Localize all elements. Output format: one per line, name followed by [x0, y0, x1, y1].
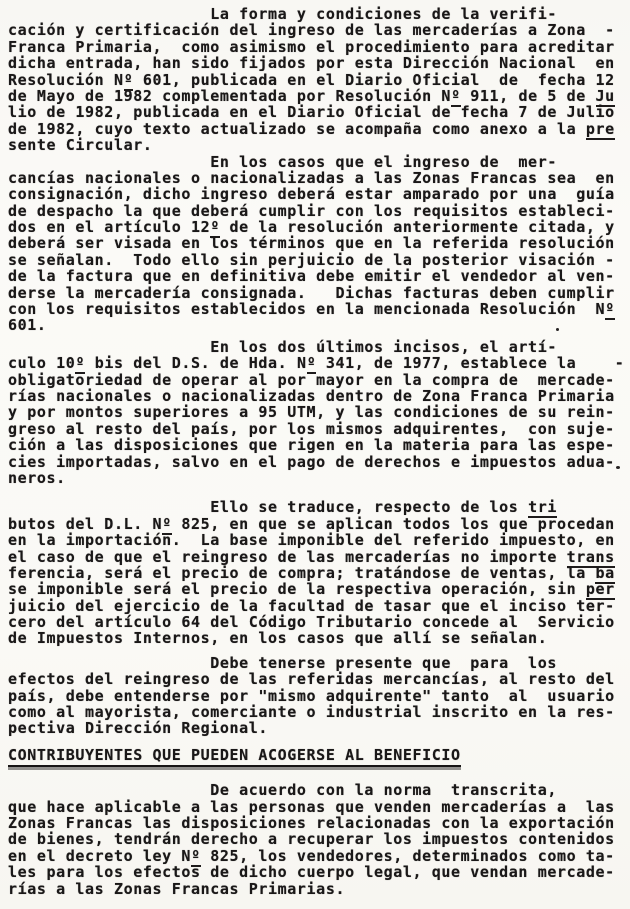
document-line: neros. — [8, 468, 66, 487]
document-line: consignación, dicho ingreso deberá estar amparado por una guía — [8, 185, 615, 204]
underlined-text: º — [123, 70, 134, 89]
underlined-text: º — [210, 218, 220, 237]
document-line: cancías nacionales o nacionalizadas a las Zonas Francas sea en — [8, 168, 615, 187]
paragraph-3 — [8, 339, 630, 487]
underlined-text: ba — [595, 563, 615, 582]
underlined-text: º — [190, 846, 201, 865]
document-line: greso al resto del país, por los mismos adquirentes, con suje- — [8, 419, 615, 438]
document-line: 601. — [8, 316, 47, 335]
document-line: que hace aplicable a las personas que venden mercaderías a las — [8, 797, 615, 816]
paragraph-6 — [8, 782, 630, 897]
document-line: de Mayo de 1982 complementada por Resolución Nº 911, de 5 de Ju — [8, 86, 615, 105]
paragraph-5 — [8, 655, 630, 737]
document-line: Debe tenerse presente que para los — [8, 653, 557, 672]
document-line: Zonas Francas las disposiciones relacionadas con la exportación — [8, 813, 615, 832]
document-line: lio de 1982, publicada en el Diario Oficial de fecha 7 de Julio — [8, 103, 615, 122]
document-line: y por montos superiores a 95 UTM, y las condiciones de su rein- — [8, 403, 615, 422]
underlined-text: pre — [585, 119, 615, 138]
document-line: de 1982, cuyo texto actualizado se acompaña como anexo a la pre — [8, 119, 615, 138]
document-line: les para los efectos de dicho cuerpo legal, que vendan mercade- — [8, 863, 615, 882]
document-line: dos en el artículo 12º de la resolución anteriormente citada, y — [8, 218, 615, 237]
document-line: de Impuestos Internos, en los casos que allí se señalan. — [8, 629, 548, 648]
paragraph-1 — [8, 6, 630, 154]
heading-line — [8, 747, 630, 763]
underlined-text: º — [162, 514, 172, 533]
document-line: cies importadas, salvo en el pago de derechos e impuestos adua- — [8, 452, 615, 471]
underlined-text: Ju — [595, 86, 615, 105]
document-line: La forma y condiciones de la verifi- — [8, 5, 557, 23]
document-line: cero del artículo 64 del Código Tributario concede al Servicio — [8, 613, 615, 632]
document-line: Resolución Nº 601, publicada en el Diario Oficial de fecha 12 — [8, 70, 615, 89]
document-line: en la importación. La base imponible del referido impuesto, en — [8, 531, 615, 550]
document-line: de bienes, tendrán derecho a recuperar los impuestos contenidos — [8, 830, 615, 849]
underlined-text: º — [451, 86, 461, 105]
document-line: obligatoriedad de operar al por mayor en la compra de mercade- — [8, 370, 615, 389]
document-line: culo 10º bis del D.S. de Hda. Nº 341, de 1977, establece la - — [8, 354, 625, 373]
underlined-text: º — [306, 354, 317, 373]
document-line: deberá ser visada en los términos que en la referida resolución — [8, 234, 615, 253]
underlined-text: per — [585, 580, 615, 599]
document-line: país, debe entenderse por "mismo adquirente" tanto al usuario — [8, 686, 615, 705]
underlined-text: tri — [528, 498, 557, 517]
underlined-text: trans — [566, 547, 615, 566]
document-line: juicio del ejercicio de la facultad de tasar que el inciso ter- — [8, 596, 615, 615]
document-line: el caso de que el reingreso de las mercaderías no importe trans — [8, 547, 615, 566]
document-line: Franca Primaria, como asimismo el procedimiento para acreditar — [8, 37, 615, 56]
document-line: sente Circular. — [8, 136, 153, 155]
document-line: cación y certificación del ingreso de las mercaderías a Zona - — [8, 21, 615, 40]
document-line: De acuerdo con la norma transcrita, — [8, 781, 557, 800]
underlined-text: CONTRIBUYENTES QUE PUEDEN ACOGERSE AL BENEFICIO — [8, 746, 461, 767]
document-line: de despacho la que deberá cumplir con los requisitos estableci- — [8, 201, 615, 220]
document-line: Ello se traduce, respecto de los tri — [8, 498, 557, 517]
document-line: se señalan. Todo ello sin perjuicio de la posterior visación - — [8, 250, 615, 269]
document-line: butos del D.L. Nº 825, en que se aplican todos los que procedan — [8, 514, 615, 533]
document-line: ferencia, será el precio de compra; tratándose de ventas, la ba — [8, 563, 615, 582]
underlined-text: º — [605, 300, 615, 319]
document-line: En los casos que el ingreso de mer- — [8, 152, 557, 171]
document-line: se imponible será el precio de la respectiva operación, sin per — [8, 580, 615, 599]
document-body — [8, 6, 630, 897]
document-line: pectiva Dirección Regional. — [8, 719, 269, 738]
document-line: derse la mercadería consignada. Dichas facturas deben cumplir — [8, 283, 615, 302]
document-line: efectos del reingreso de las referidas mercancías, al resto del — [8, 670, 615, 689]
document-line: ción a las disposiciones que rigen en la materia para las espe- — [8, 436, 615, 455]
underlined-text: º — [75, 354, 86, 373]
document-line: en el decreto ley Nº 825, los vendedores, determinados como ta- — [8, 846, 615, 865]
document-line: con los requisitos establecidos en la mencionada Resolución Nº — [8, 300, 615, 319]
document-line: rías a las Zonas Francas Primarias. — [8, 879, 346, 898]
section-heading — [8, 747, 630, 763]
document-line: como al mayorista, comerciante o industrial inscrito en la res- — [8, 703, 615, 722]
paragraph-2 — [8, 154, 630, 334]
paragraph-4 — [8, 499, 630, 647]
document-line: dicha entrada, han sido fijados por esta Dirección Nacional en — [8, 54, 615, 73]
document-line: de la factura que en definitiva debe emitir el vendedor al ven- — [8, 267, 615, 286]
document-line: En los dos últimos incisos, el artí- — [8, 337, 557, 356]
scan-speck — [616, 466, 620, 469]
document-line: rías nacionales o nacionalizadas dentro de Zona Franca Primaria — [8, 386, 615, 405]
scan-speck — [556, 328, 559, 331]
